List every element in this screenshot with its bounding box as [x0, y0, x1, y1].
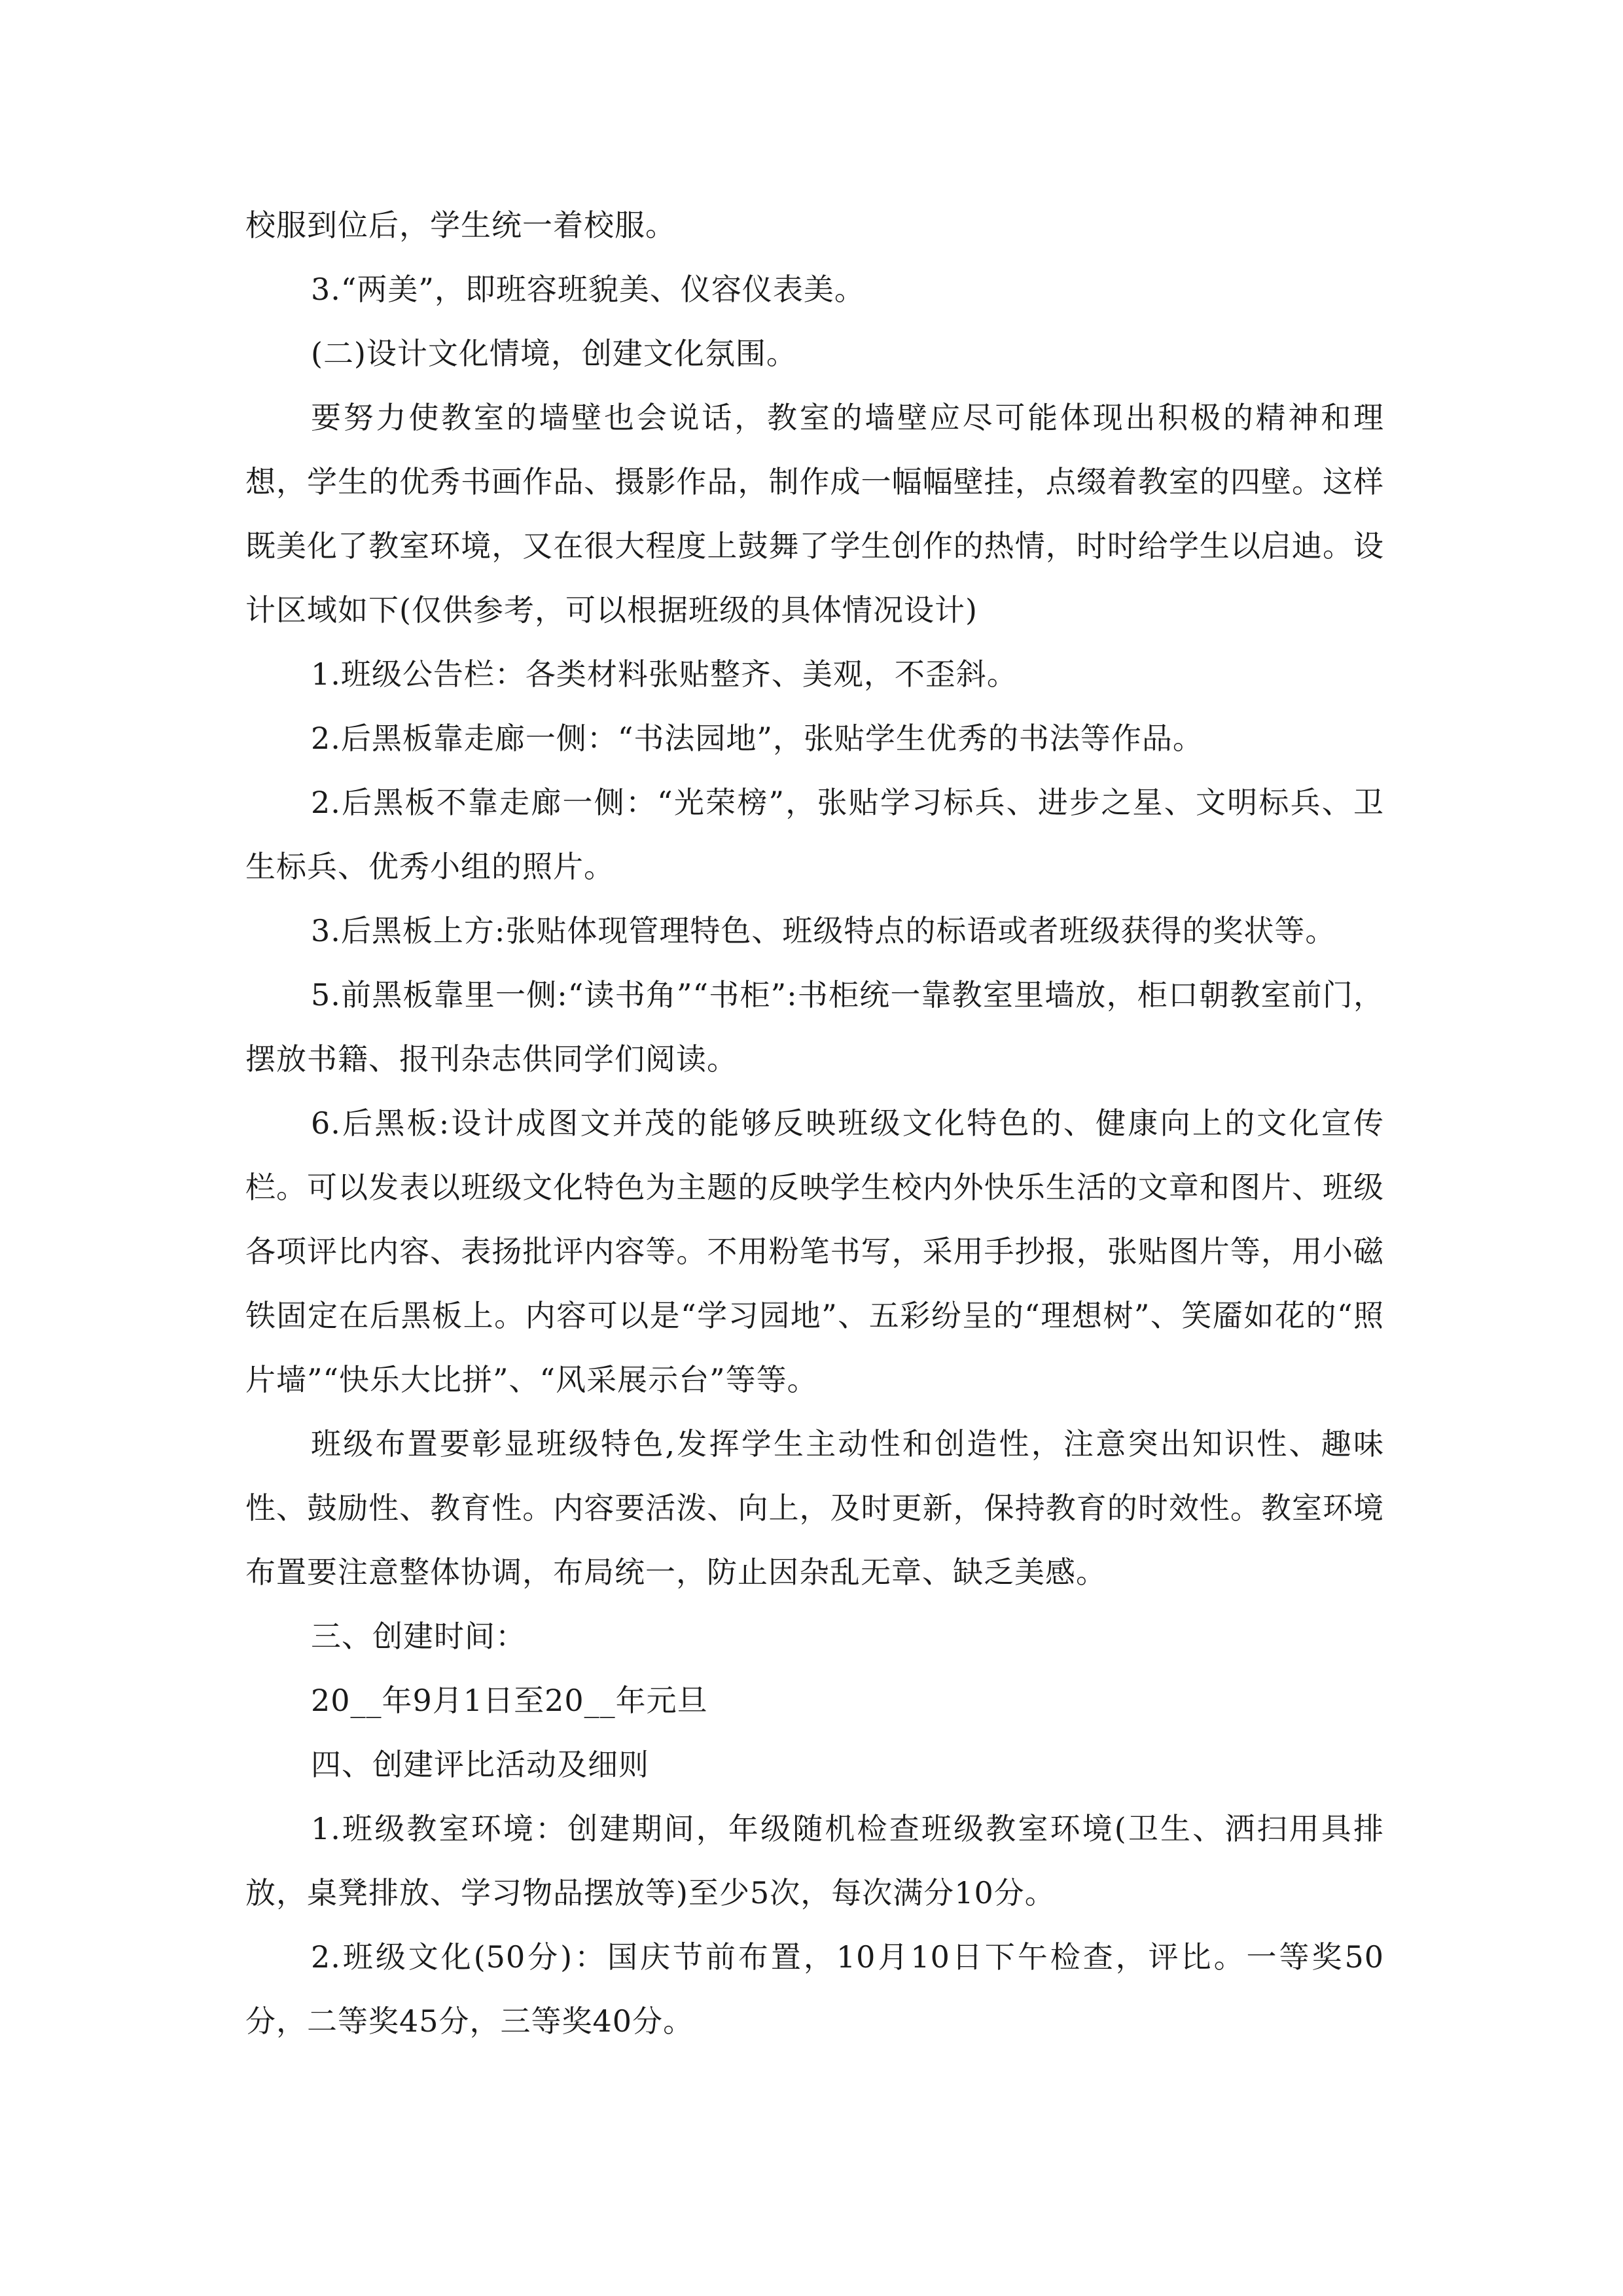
date-range: 20__年9月1日至20__年元旦: [311, 1683, 708, 1718]
paragraph-4: 要努力使教室的墙壁也会说话，教室的墙壁应尽可能体现出积极的精神和理想，学生的优秀书画作品、摄影作品，制作成一幅幅壁挂，点缀着教室的四壁。这样既美化了教室环境，又在很大程度上鼓舞了学生创作的热情，时时给学生以启迪。设计区域如下(仅供参考，可以根据班级的具体情况设计): [245, 400, 1384, 628]
section-heading-2: (二)设计文化情境，创建文化氛围。: [311, 336, 797, 371]
rule-item-2: 2.班级文化(50分)：国庆节前布置，10月10日下午检查，评比。一等奖50分，二等奖45分，三等奖40分。: [245, 1939, 1384, 2039]
list-item-5: 5.前黑板靠里一侧:“读书角”“书柜”:书柜统一靠教室里墙放，柜口朝教室前门，摆放书籍、报刊杂志供同学们阅读。: [245, 977, 1384, 1077]
list-item-6: 6.后黑板:设计成图文并茂的能够反映班级文化特色的、健康向上的文化宣传栏。可以发表以班级文化特色为主题的反映学生校内外快乐生活的文章和图片、班级各项评比内容、表扬批评内容等。不用粉笔书写，采用手抄报，张贴图片等，用小磁铁固定在后黑板上。内容可以是“学习园地”、五彩纷呈的“理想树”、笑靥如花的“照片墙”“快乐大比拼”、“风采展示台”等等。: [245, 1105, 1384, 1397]
paragraph-2: 3.“两美”，即班容班貌美、仪容仪表美。: [311, 272, 865, 307]
list-item-2: 2.后黑板靠走廊一侧：“书法园地”，张贴学生优秀的书法等作品。: [311, 721, 1204, 756]
paragraph-1: 校服到位后，学生统一着校服。: [245, 207, 676, 243]
list-item-4: 3.后黑板上方:张贴体现管理特色、班级特点的标语或者班级获得的奖状等。: [311, 913, 1336, 948]
section-heading-4: 四、创建评比活动及细则: [311, 1747, 649, 1782]
paragraph-11: 班级布置要彰显班级特色,发挥学生主动性和创造性，注意突出知识性、趣味性、鼓励性、教育性。内容要活泼、向上，及时更新，保持教育的时效性。教室环境布置要注意整体协调，布局统一，防止因杂乱无章、缺乏美感。: [245, 1426, 1384, 1590]
list-item-3: 2.后黑板不靠走廊一侧：“光荣榜”，张贴学习标兵、进步之星、文明标兵、卫生标兵、优秀小组的照片。: [245, 785, 1384, 884]
section-heading-3: 三、创建时间：: [311, 1619, 526, 1654]
list-item-1: 1.班级公告栏：各类材料张贴整齐、美观，不歪斜。: [311, 656, 1018, 692]
document-body: [245, 193, 1384, 2053]
rule-item-1: 1.班级教室环境：创建期间，年级随机检查班级教室环境(卫生、洒扫用具排放，桌凳排放、学习物品摆放等)至少5次，每次满分10分。: [245, 1811, 1384, 1910]
